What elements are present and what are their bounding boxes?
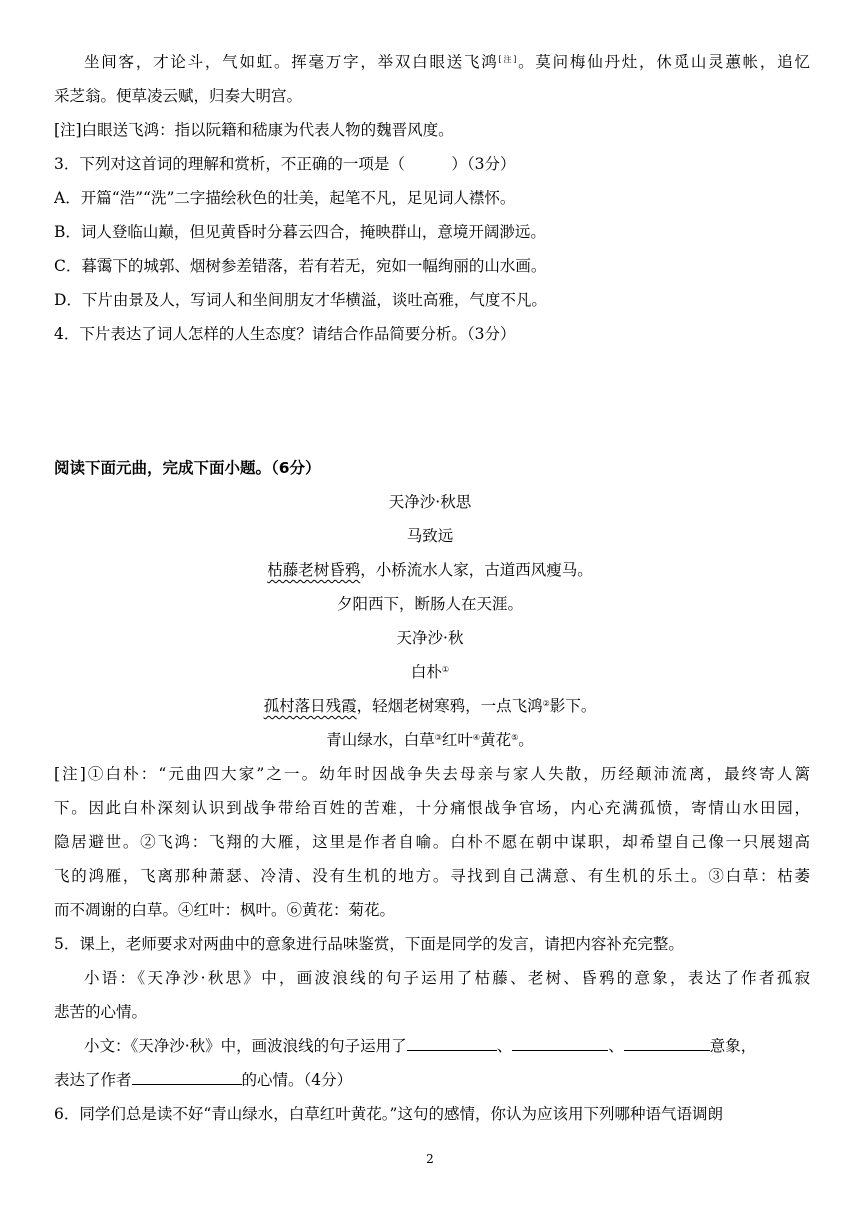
- notes-line: 而不凋谢的白草。④红叶：枫叶。⑥黄花：菊花。: [54, 901, 396, 919]
- poem1-title: 天净沙·秋思: [388, 493, 472, 511]
- option-c: C．暮霭下的城郭、烟树参差错落，若有若无，宛如一幅绚丽的山水画。: [54, 257, 547, 275]
- notes-line: 飞的鸿雁，飞离那种萧瑟、冷清、没有生机的地方。寻找到自己满意、有生机的乐土。③白草：枯萎: [54, 867, 810, 885]
- notes-line: 隐居避世。②飞鸿：飞翔的大雁，这里是作者自喻。白朴不愿在朝中谋职，却希望自己像一只展翅高: [54, 833, 810, 851]
- poem2-author: 白朴①: [410, 663, 450, 681]
- notes-line: [注]①白朴：“元曲四大家”之一。幼年时因战争失去母亲与家人失散，历经颠沛流离，最终寄人篱: [54, 765, 810, 783]
- poem2-title: 天净沙·秋: [396, 629, 464, 647]
- option-b: B．词人登临山巅，但见黄昏时分暮云四合，掩映群山，意境开阔渺远。: [54, 223, 546, 241]
- xiaowen-line: 表达了作者 的心情。（4分）: [54, 1071, 353, 1089]
- poem1-line: 枯藤老树昏鸦，小桥流水人家，古道西风瘦马。: [267, 561, 593, 579]
- answer-blank-3[interactable]: [624, 1036, 710, 1051]
- xiaowen-line: 小文：《天净沙·秋》中，画波浪线的句子运用了 、 、 意象，: [84, 1037, 757, 1055]
- answer-blank-2[interactable]: [512, 1036, 608, 1051]
- section-heading: 阅读下面元曲，完成下面小题。（6分）: [54, 459, 321, 477]
- poem2-line: 青山绿水，白草③红叶④黄花⑤。: [326, 731, 534, 749]
- poem2-line: 孤村落日残霞，轻烟老树寒鸦，一点飞鸿②影下。: [263, 697, 597, 715]
- question-6-stem: 6．同学们总是读不好“青山绿水，白草红叶黄花。”这句的感情，你认为应该用下列哪种语气语调朗: [54, 1105, 723, 1123]
- question-4-stem: 4．下片表达了词人怎样的人生态度？请结合作品简要分析。（3分）: [54, 325, 516, 343]
- poem1-author: 马致远: [406, 527, 454, 545]
- poem-line: 采芝翁。便草凌云赋，归奏大明宫。: [54, 87, 303, 105]
- poem-line: 坐间客，才论斗，气如虹。挥毫万字，举双白眼送飞鸿[注]。莫问梅仙丹灶，休觅山灵蕙帐，追忆: [84, 53, 810, 71]
- question-3-stem: 3．下列对这首词的理解和赏析，不正确的一项是（ ）（3分）: [54, 155, 516, 173]
- page-number: 2: [426, 1152, 434, 1166]
- answer-blank-1[interactable]: [407, 1036, 497, 1051]
- notes-line: 下。因此白朴深刻认识到战争带给百姓的苦难，十分痛恨战争官场，内心充满孤愤，寄情山水田园，: [54, 799, 810, 817]
- footnote: [注]白眼送飞鸿：指以阮籍和嵇康为代表人物的魏晋风度。: [54, 121, 454, 139]
- option-d: D．下片由景及人，写词人和坐间朋友才华横溢，谈吐高雅，气度不凡。: [54, 291, 547, 309]
- answer-blank-4[interactable]: [132, 1070, 242, 1085]
- option-a: A．开篇“浩”“洗”二字描绘秋色的壮美，起笔不凡，足见词人襟怀。: [54, 189, 516, 207]
- poem1-line: 夕阳西下，断肠人在天涯。: [336, 595, 523, 613]
- xiaoyu-line: 小语：《天净沙·秋思》中，画波浪线的句子运用了枯藤、老树、昏鸦的意象，表达了作者孤寂: [84, 969, 810, 987]
- xiaoyu-line: 悲苦的心情。: [54, 1003, 148, 1021]
- question-5-stem: 5．课上，老师要求对两曲中的意象进行品味鉴赏，下面是同学的发言，请把内容补充完整。: [54, 935, 684, 953]
